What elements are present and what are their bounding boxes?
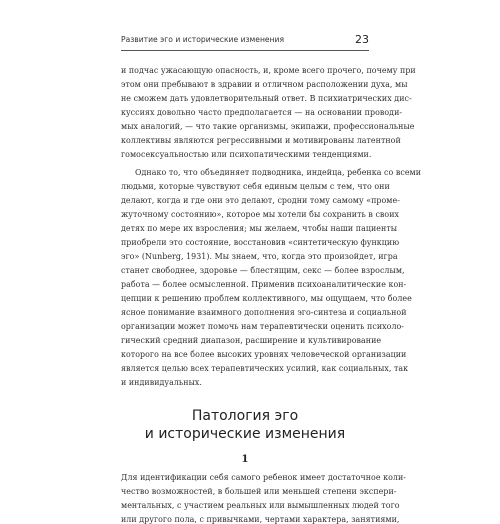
text-line: приобрели это состояние, восстановив «синтетическую функцию <box>121 238 400 247</box>
text-line: и индивидуальных. <box>121 378 202 387</box>
text-line: не сможем дать удовлетворительный ответ. В психиатрических дис- <box>121 94 412 103</box>
text-line: жуточному состоянию», которое мы хотели бы сохранить в своих <box>121 210 400 219</box>
running-head: Развитие эго и исторические изменения <box>121 35 285 44</box>
text-line: Для идентификации себя самого ребенок имеет достаточное коли- <box>121 473 406 482</box>
text-line: которого на все более высоких уровнях человеческой организации <box>121 350 407 359</box>
text-line: организации может помочь нам терапевтически оценить психоло- <box>121 322 405 331</box>
text-line: чество возможностей, в большей или меньшей степени экспери- <box>121 487 397 496</box>
page-header <box>121 33 369 47</box>
header-rule <box>121 50 369 51</box>
text-line: гомосексуальностью или психопатическими тенденциями. <box>121 150 372 159</box>
section-title: и исторические изменения <box>144 426 346 442</box>
text-line: людьми, которые чувствуют себя единым целым с тем, что они <box>121 182 390 191</box>
text-line: куссиях довольно часто предполагается — на основании проводи- <box>121 108 403 117</box>
text-line: этом они пребывают в здравии и отличном расположении духа, мы <box>121 80 408 89</box>
text-line: делают, когда и где они это делают, сродни тому самому «проме- <box>121 196 400 205</box>
text-line: и подчас ужасающую опасность, и, кроме всего прочего, почему при <box>121 66 416 75</box>
text-line: является целью всех терапевтических усилий, как социальных, так <box>121 364 409 373</box>
text-line: эго» (Nunberg, 1931). Мы знаем, что, когда это произойдет, игра <box>121 252 398 261</box>
text-line: ментальных, с участием реальных или вымышленных людей того <box>121 501 400 510</box>
text-line: цепции к решению проблем коллективного, мы ощущаем, что более <box>121 294 412 303</box>
page-number: 23 <box>355 33 369 46</box>
text-line: работа — более осмысленной. Применив психоаналитические кон- <box>121 280 407 289</box>
text-line: станет свободнее, здоровье — блестящим, секс — более взрослым, <box>121 266 405 275</box>
section-number: 1 <box>241 454 249 465</box>
text-line: ясное понимание взаимного дополнения эго-синтеза и социальной <box>121 308 407 317</box>
text-line: гический средний диапазон, расширение и культивирование <box>121 336 382 345</box>
text-line: коллективы являются регрессивными и мотивированы латентной <box>121 136 401 145</box>
text-line: детях по мере их взросления; мы желаем, чтобы наши пациенты <box>121 224 398 233</box>
text-line: или другого пола, с привычками, чертами характера, занятиями, <box>121 515 400 524</box>
text-line: мых аналогий, — что такие организмы, экипажи, профессиональные <box>121 122 415 131</box>
section-title: Патология эго <box>191 408 299 424</box>
text-line: Однако то, что объединяет подводника, индейца, ребенка со всеми <box>135 168 422 177</box>
